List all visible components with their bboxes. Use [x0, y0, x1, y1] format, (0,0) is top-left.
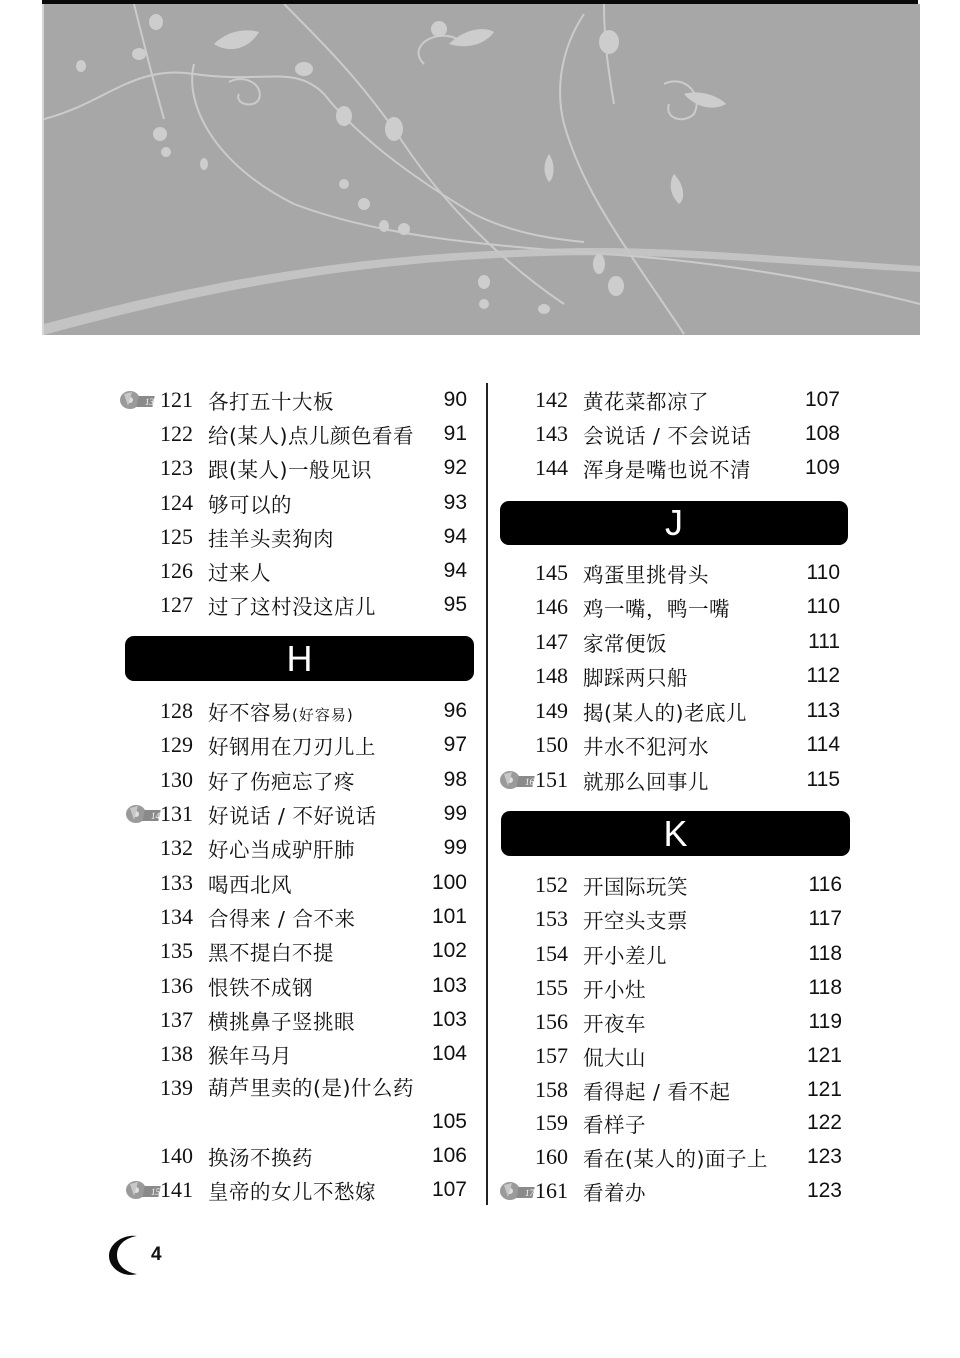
- entry-number: 143: [535, 421, 568, 446]
- entry-title: 开国际玩笑: [583, 875, 688, 899]
- floral-swirl-pattern-icon: [44, 4, 920, 335]
- svg-text:13: 13: [145, 397, 154, 407]
- entry-page: 111: [808, 630, 840, 653]
- entry-number: 127: [160, 592, 193, 617]
- entry-title: 看着办: [583, 1181, 646, 1205]
- section-letter: H: [286, 637, 313, 679]
- entry-title: 看得起 / 看不起: [583, 1080, 731, 1104]
- entry-title: 看在(某人的)面子上: [583, 1147, 768, 1171]
- toc-entry[interactable]: [100, 728, 467, 762]
- entry-page: 118: [808, 976, 842, 999]
- decorative-banner: [42, 4, 920, 335]
- entry-page: 97: [443, 733, 467, 756]
- entry-number: 147: [535, 629, 568, 654]
- toc-entry[interactable]: [100, 1003, 467, 1037]
- entry-title: 侃大山: [583, 1046, 646, 1070]
- entry-number: 138: [160, 1041, 193, 1066]
- toc-entry[interactable]: [495, 728, 840, 762]
- entry-number: 160: [535, 1144, 568, 1169]
- entry-page: 122: [806, 1111, 842, 1134]
- entry-title: 够可以的: [208, 493, 292, 517]
- entry-page: 117: [808, 907, 842, 930]
- toc-entry[interactable]: [495, 417, 840, 451]
- entry-title: 开小灶: [583, 978, 646, 1002]
- entry-number: 131: [160, 801, 193, 826]
- entry-title-alt: (好容易): [292, 706, 354, 724]
- entry-number: 151: [535, 767, 568, 792]
- entry-number: 125: [160, 524, 193, 549]
- entry-page: 109: [804, 456, 840, 479]
- toc-entry[interactable]: [100, 694, 467, 728]
- entry-number: 152: [535, 872, 568, 897]
- toc-entry[interactable]: [495, 1174, 842, 1208]
- entry-number: 156: [535, 1009, 568, 1034]
- audio-track-badge-icon: [124, 804, 164, 824]
- entry-page: 123: [806, 1145, 842, 1168]
- toc-entry[interactable]: [495, 1106, 842, 1140]
- toc-entry[interactable]: [100, 520, 467, 554]
- entry-page: 115: [806, 768, 840, 791]
- entry-page: 105: [431, 1110, 467, 1133]
- toc-entry[interactable]: [495, 625, 840, 659]
- entry-number: 153: [535, 906, 568, 931]
- entry-number: 128: [160, 698, 193, 723]
- toc-entry[interactable]: [100, 451, 467, 485]
- entry-page: 91: [443, 422, 467, 445]
- toc-entry[interactable]: [100, 900, 467, 934]
- entry-page: 94: [443, 525, 467, 548]
- entry-page: 110: [806, 595, 840, 618]
- toc-entry[interactable]: [495, 451, 840, 485]
- entry-number: 157: [535, 1043, 568, 1068]
- entry-page: 99: [443, 802, 467, 825]
- entry-page: 99: [443, 836, 467, 859]
- toc-entry[interactable]: [495, 556, 840, 590]
- entry-page: 110: [806, 561, 840, 584]
- entry-page: 112: [806, 664, 840, 687]
- entry-number: 130: [160, 767, 193, 792]
- entry-title: 挂羊头卖狗肉: [208, 527, 334, 551]
- entry-number: 129: [160, 732, 193, 757]
- entry-title: 好了伤疤忘了疼: [208, 770, 355, 794]
- entry-number: 146: [535, 594, 568, 619]
- entry-title: 黄花菜都凉了: [583, 390, 709, 414]
- entry-number: 159: [535, 1110, 568, 1135]
- svg-text:15: 15: [151, 1187, 160, 1197]
- toc-entry[interactable]: [495, 1140, 842, 1174]
- entry-number: 132: [160, 835, 193, 860]
- entry-title: 鸡一嘴，鸭一嘴: [583, 597, 730, 621]
- entry-number: 148: [535, 663, 568, 688]
- entry-title: 浑身是嘴也说不清: [583, 458, 751, 482]
- entry-number: 135: [160, 938, 193, 963]
- toc-entry[interactable]: [495, 1039, 842, 1073]
- entry-page: 116: [808, 873, 842, 896]
- toc-entry[interactable]: [495, 937, 842, 971]
- audio-track-badge-icon: [498, 1181, 538, 1201]
- entry-title: 好钢用在刀刃儿上: [208, 735, 376, 759]
- entry-title: 揭(某人的)老底儿: [583, 701, 747, 725]
- toc-entry[interactable]: [100, 588, 467, 622]
- toc-entry[interactable]: [100, 831, 467, 865]
- entry-number: 133: [160, 870, 193, 895]
- entry-page: 90: [443, 388, 467, 411]
- entry-number: 121: [160, 387, 193, 412]
- entry-title: 换汤不换药: [208, 1146, 313, 1170]
- toc-entry[interactable]: [100, 763, 467, 797]
- entry-page: 92: [443, 456, 467, 479]
- entry-page: 121: [806, 1044, 842, 1067]
- toc-entry[interactable]: [495, 1073, 842, 1107]
- svg-text:14: 14: [151, 811, 160, 821]
- entry-page: 106: [431, 1144, 467, 1167]
- svg-text:16: 16: [525, 777, 534, 787]
- section-letter: J: [665, 502, 683, 543]
- toc-entry[interactable]: [495, 590, 840, 624]
- toc-entry[interactable]: [100, 1139, 467, 1173]
- toc-entry[interactable]: [495, 694, 840, 728]
- toc-entry[interactable]: [495, 971, 842, 1005]
- entry-number: 140: [160, 1143, 193, 1168]
- entry-page: 118: [808, 942, 842, 965]
- entry-title: 好不容易(好容易): [208, 701, 354, 725]
- toc-entry[interactable]: [100, 969, 467, 1003]
- entry-page: 107: [431, 1178, 467, 1201]
- entry-title: 合得来 / 合不来: [208, 907, 356, 931]
- toc-entry[interactable]: [100, 797, 467, 831]
- entry-number: 141: [160, 1177, 193, 1202]
- entry-number: 123: [160, 455, 193, 480]
- entry-page: 103: [431, 1008, 467, 1031]
- page-number: 4: [151, 1244, 162, 1265]
- entry-page: 123: [806, 1179, 842, 1202]
- toc-entry[interactable]: [100, 383, 467, 417]
- entry-number: 134: [160, 904, 193, 929]
- entry-title: 开小差儿: [583, 944, 667, 968]
- entry-page: 108: [804, 422, 840, 445]
- toc-entry[interactable]: [100, 417, 467, 451]
- svg-text:17: 17: [525, 1188, 534, 1198]
- toc-entry[interactable]: [495, 902, 842, 936]
- audio-track-badge-icon: [498, 770, 538, 790]
- entry-title: 就那么回事儿: [583, 770, 709, 794]
- entry-page: 94: [443, 559, 467, 582]
- entry-title: 给(某人)点儿颜色看看: [208, 424, 414, 448]
- entry-page: 113: [806, 699, 840, 722]
- entry-page: 98: [443, 768, 467, 791]
- toc-entry[interactable]: [100, 1037, 467, 1071]
- entry-title: 猴年马月: [208, 1044, 292, 1068]
- entry-number: 144: [535, 455, 568, 480]
- section-letter: K: [663, 812, 688, 854]
- entry-page: 102: [431, 939, 467, 962]
- entry-title: 喝西北风: [208, 873, 292, 897]
- entry-title: 会说话 / 不会说话: [583, 424, 752, 448]
- entry-title: 恨铁不成钢: [208, 976, 313, 1000]
- entry-page: 107: [804, 388, 840, 411]
- entry-number: 154: [535, 941, 568, 966]
- entry-title: 过来人: [208, 561, 271, 585]
- entry-title: 黑不提白不提: [208, 941, 334, 965]
- entry-title: 脚踩两只船: [583, 666, 688, 690]
- entry-title: 开空头支票: [583, 909, 688, 933]
- entry-number: 158: [535, 1077, 568, 1102]
- entry-page: 96: [443, 699, 467, 722]
- entry-page: 121: [806, 1078, 842, 1101]
- section-header-k: [501, 811, 850, 856]
- entry-number: 139: [160, 1075, 193, 1100]
- entry-number: 142: [535, 387, 568, 412]
- entry-page: 95: [443, 593, 467, 616]
- audio-track-badge-icon: [118, 390, 158, 410]
- entry-title: 跟(某人)一般见识: [208, 458, 372, 482]
- section-header-h: [125, 636, 474, 681]
- entry-title: 好心当成驴肝肺: [208, 838, 355, 862]
- entry-number: 155: [535, 975, 568, 1000]
- audio-track-badge-icon: [124, 1180, 164, 1200]
- entry-page: 103: [431, 974, 467, 997]
- entry-number: 126: [160, 558, 193, 583]
- entry-title: 横挑鼻子竖挑眼: [208, 1010, 355, 1034]
- entry-page: 101: [431, 905, 467, 928]
- toc-entry[interactable]: [100, 1173, 467, 1207]
- entry-title: 过了这村没这店儿: [208, 595, 376, 619]
- toc-entry[interactable]: [495, 659, 840, 693]
- entry-number: 137: [160, 1007, 193, 1032]
- entry-number: 149: [535, 698, 568, 723]
- toc-entry[interactable]: [100, 486, 467, 520]
- entry-number: 124: [160, 490, 193, 515]
- entry-title: 开夜车: [583, 1012, 646, 1036]
- crescent-moon-icon: [105, 1232, 145, 1278]
- entry-number: 122: [160, 421, 193, 446]
- entry-title: 井水不犯河水: [583, 735, 709, 759]
- entry-page: 119: [808, 1010, 842, 1033]
- entry-title: 好说话 / 不好说话: [208, 804, 377, 828]
- column-divider: [486, 383, 488, 1205]
- entry-title: 皇帝的女儿不愁嫁: [208, 1180, 376, 1204]
- entry-title: 家常便饭: [583, 632, 667, 656]
- toc-entry[interactable]: [100, 866, 467, 900]
- entry-page: 93: [443, 491, 467, 514]
- entry-page: 100: [431, 871, 467, 894]
- entry-title: 看样子: [583, 1113, 646, 1137]
- entry-number: 136: [160, 973, 193, 998]
- entry-title: 葫芦里卖的(是)什么药: [208, 1076, 414, 1100]
- toc-entry[interactable]: [495, 763, 840, 797]
- toc-entry[interactable]: [100, 1071, 467, 1139]
- entry-number: 161: [535, 1178, 568, 1203]
- entry-title: 鸡蛋里挑骨头: [583, 563, 709, 587]
- entry-number: 150: [535, 732, 568, 757]
- toc-entry[interactable]: [495, 383, 840, 417]
- toc-entry[interactable]: [100, 934, 467, 968]
- toc-entry[interactable]: [100, 554, 467, 588]
- entry-number: 145: [535, 560, 568, 585]
- entry-title: 各打五十大板: [208, 390, 334, 414]
- entry-page: 114: [806, 733, 840, 756]
- toc-entry[interactable]: [495, 868, 842, 902]
- section-header-j: [500, 501, 848, 545]
- entry-page: 104: [431, 1042, 467, 1065]
- toc-entry[interactable]: [495, 1005, 842, 1039]
